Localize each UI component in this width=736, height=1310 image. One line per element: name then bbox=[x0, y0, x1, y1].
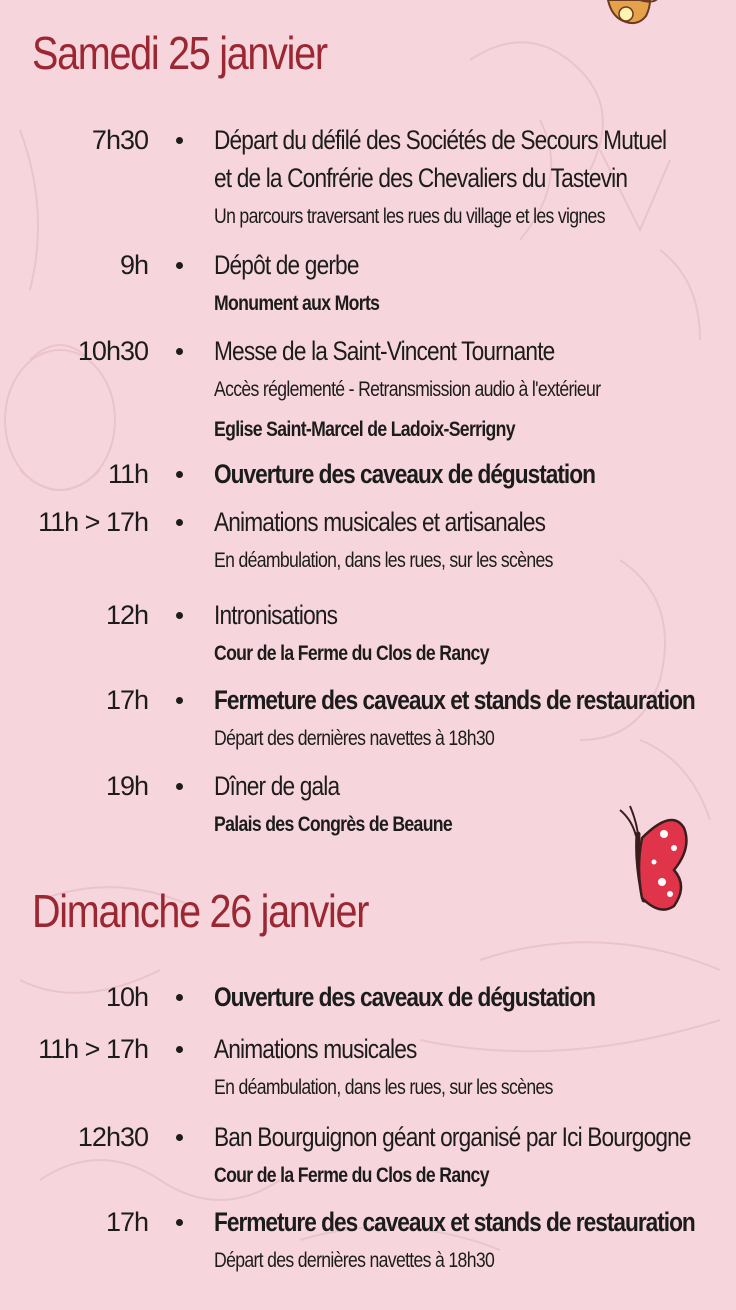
event-time: 7h30 bbox=[91, 125, 148, 155]
event-location: Cour de la Ferme du Clos de Rancy bbox=[214, 1164, 489, 1187]
day-title-sunday: Dimanche 26 janvier bbox=[32, 885, 369, 937]
day-title-saturday: Samedi 25 janvier bbox=[32, 27, 327, 79]
event-detail: Départ des dernières navettes à 18h30 bbox=[214, 727, 495, 750]
bullet-icon bbox=[176, 348, 183, 355]
event-title: Animations musicales et artisanales bbox=[214, 507, 546, 537]
lantern-icon bbox=[600, 0, 660, 32]
bullet-icon bbox=[176, 1134, 183, 1141]
event-location: Cour de la Ferme du Clos de Rancy bbox=[214, 642, 489, 665]
event-detail: En déambulation, dans les rues, sur les scènes bbox=[214, 549, 553, 572]
event-title-line2: et de la Confrérie des Chevaliers du Tastevin bbox=[214, 163, 628, 193]
bullet-icon bbox=[176, 994, 183, 1001]
event-time: 17h bbox=[105, 1207, 148, 1237]
event-detail: Départ des dernières navettes à 18h30 bbox=[214, 1249, 495, 1272]
bullet-icon bbox=[176, 262, 183, 269]
event-time: 11h bbox=[107, 459, 148, 489]
event-title: Messe de la Saint-Vincent Tournante bbox=[214, 336, 555, 366]
event-title: Ouverture des caveaux de dégustation bbox=[214, 982, 595, 1012]
event-title: Animations musicales bbox=[214, 1034, 417, 1064]
event-detail: En déambulation, dans les rues, sur les scènes bbox=[214, 1076, 553, 1099]
bullet-icon bbox=[176, 697, 183, 704]
bullet-icon bbox=[176, 519, 183, 526]
event-title: Fermeture des caveaux et stands de restauration bbox=[214, 1207, 695, 1237]
event-time: 17h bbox=[105, 685, 148, 715]
event-time: 10h bbox=[105, 982, 148, 1012]
event-time: 11h > 17h bbox=[38, 1034, 148, 1064]
event-time: 10h30 bbox=[77, 336, 148, 366]
event-detail: Accès réglementé - Retransmission audio à l'extérieur bbox=[214, 378, 601, 401]
bullet-icon bbox=[176, 1219, 183, 1226]
event-time: 9h bbox=[119, 250, 148, 280]
event-title: Ban Bourguignon géant organisé par Ici Bourgogne bbox=[214, 1122, 691, 1152]
event-title: Ouverture des caveaux de dégustation bbox=[214, 459, 595, 489]
event-time: 11h > 17h bbox=[38, 507, 148, 537]
event-title: Dépôt de gerbe bbox=[214, 250, 359, 280]
event-title: Fermeture des caveaux et stands de restauration bbox=[214, 685, 695, 715]
event-time: 19h bbox=[105, 771, 148, 801]
event-title: Intronisations bbox=[214, 600, 338, 630]
event-location: Palais des Congrès de Beaune bbox=[214, 813, 453, 836]
event-location: Eglise Saint-Marcel de Ladoix-Serrigny bbox=[214, 418, 515, 441]
bullet-icon bbox=[176, 612, 183, 619]
event-title: Départ du défilé des Sociétés de Secours Mutuel bbox=[214, 125, 667, 155]
event-time: 12h30 bbox=[77, 1122, 148, 1152]
bullet-icon bbox=[176, 471, 183, 478]
event-title: Dîner de gala bbox=[214, 771, 340, 801]
bullet-icon bbox=[176, 783, 183, 790]
bullet-icon bbox=[176, 137, 183, 144]
bullet-icon bbox=[176, 1046, 183, 1053]
event-detail: Un parcours traversant les rues du village et les vignes bbox=[214, 205, 605, 228]
event-time: 12h bbox=[105, 600, 148, 630]
event-location: Monument aux Morts bbox=[214, 292, 380, 315]
